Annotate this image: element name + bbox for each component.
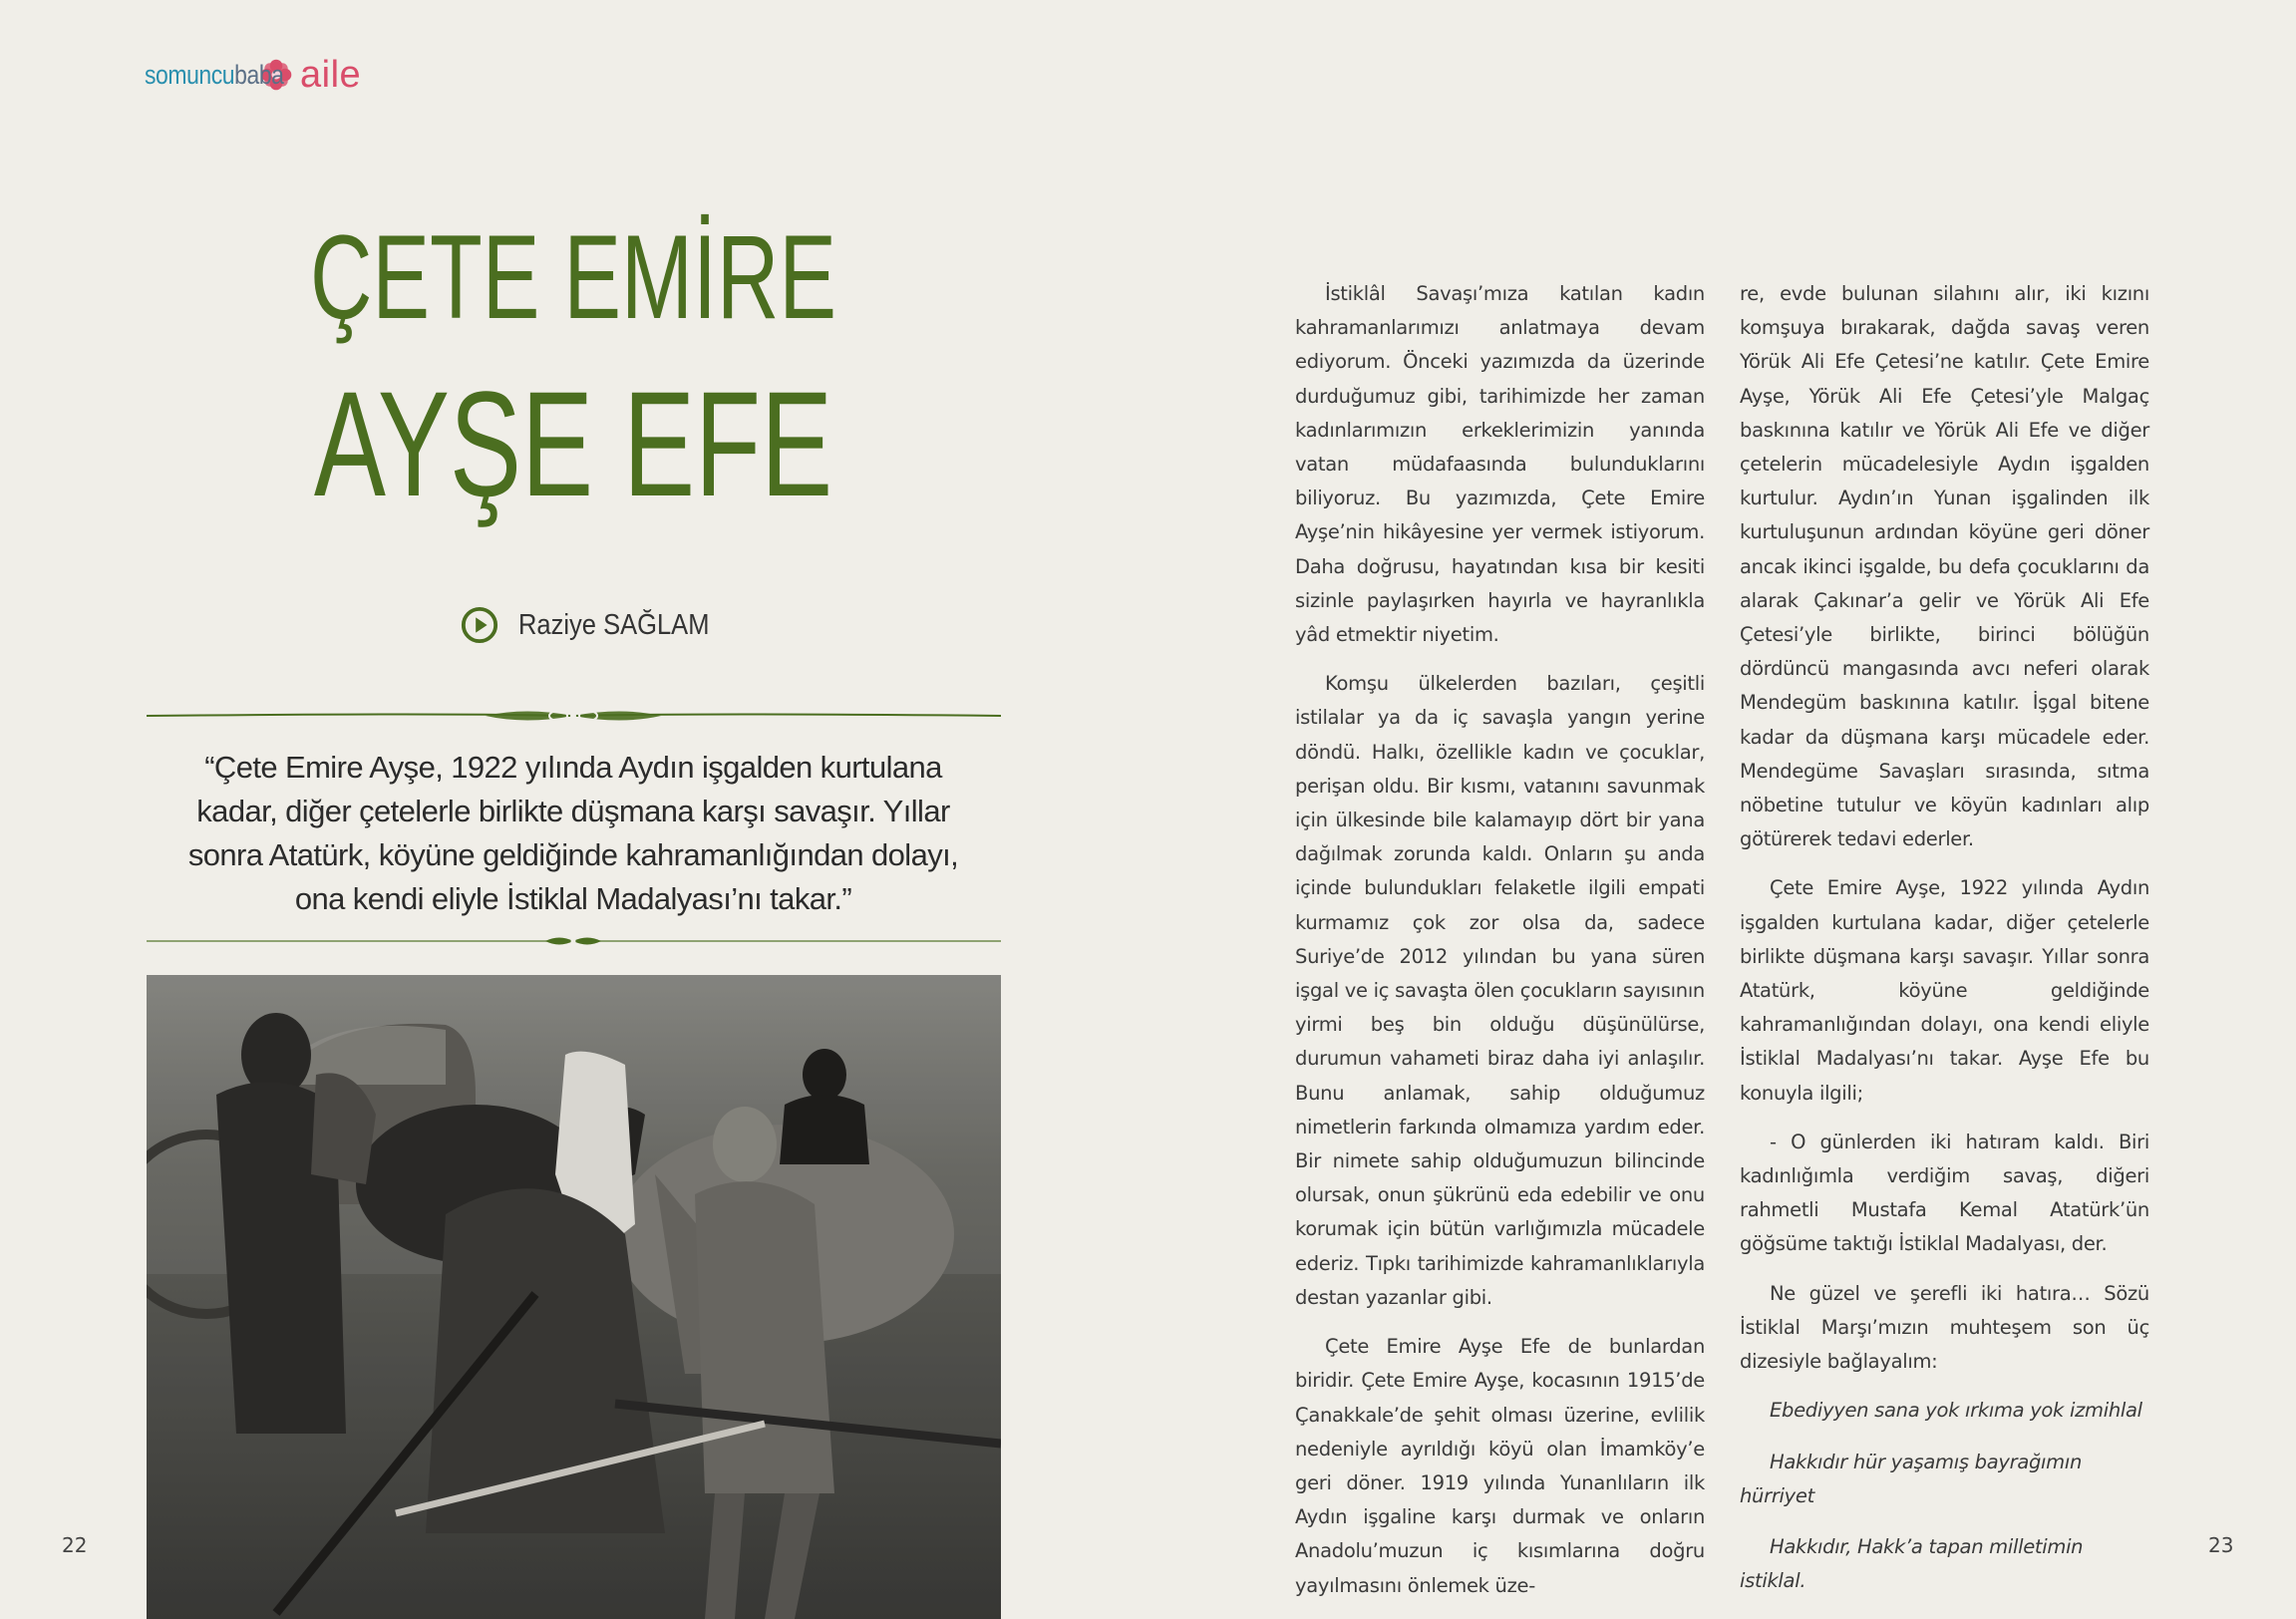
poem-line: Hakkıdır, Hakk’a tapan milletimin istiklal. xyxy=(1740,1534,2084,1593)
article-title-line1: ÇETE EMİRE xyxy=(309,210,837,344)
paragraph: İstiklâl Savaşı’mıza katılan kadın kahramanlarımızı anlatmaya devam ediyorum. Önceki yazımızda da üzerinde durduğumuz gibi, tarihimizde her zaman kadınlarımızın erkeklerimizin yanında vatan müdafaasında bulunduklarını biliyoruz. Bu yazımızda, Çete Emire Ayşe’nin hikâyesine yer vermek istiyorum. Daha doğrusu, hayatından kısa bir kesiti sizinle paylaşırken hayırla ve hayranlıkla yâd etmektir niyetim. xyxy=(1295,282,1705,647)
play-circle-icon xyxy=(461,606,498,644)
paragraph: Çete Emire Ayşe Efe de bunlardan biridir. Çete Emire Ayşe, kocasının 1915’de Çanakkale’de şehit olması üzerine, evlilik nedeniyle ayrıldığı köyü olan İmamköy’e geri döner. 1919 yılında Yunanlıların ilk Aydın işgaline karşı durmak ve onların Anadolu’muzun iç kısımlarına doğru yayılmasını önlemek üze- xyxy=(1295,1335,1705,1597)
poem-line: Ebediyyen sana yok ırkıma yok izmihlal xyxy=(1770,1399,2142,1423)
article-title-line2: AYŞE EFE xyxy=(313,360,833,527)
magazine-logo xyxy=(145,52,361,98)
logo-text-aile: aile xyxy=(300,53,362,96)
page-number-left: 22 xyxy=(62,1533,88,1557)
historical-photo xyxy=(147,975,1001,1619)
logo-text-somuncubaba: somuncubaba xyxy=(145,59,284,90)
paragraph: - O günlerden iki hatıram kaldı. Biri kadınlığımla verdiğim savaş, diğeri rahmetli Mustafa Kemal Atatürk’ün göğsüme taktığı İstiklal Madalyası, der. xyxy=(1740,1130,2149,1256)
ornament-divider-top xyxy=(147,706,1001,726)
poem-line: Hakkıdır hür yaşamış bayrağımın hürriyet xyxy=(1740,1450,2083,1507)
author-byline xyxy=(461,603,736,647)
ornament-divider-bottom xyxy=(147,931,1001,951)
article-column-2 xyxy=(1740,277,2149,1615)
paragraph: Komşu ülkelerden bazıları, çeşitli istilalar ya da iç savaşla yangın yerine döndü. Halkı, özellikle kadın ve çocuklar, perişan oldu. Bir kısmı, vatanını savunmak için ülkesinde bile kalamayıp dört bir yana dağılmak zorunda kaldı. Onların şu anda içinde bulundukları felaketle ilgili empati kurmamız çok zor olsa da, sadece Suriye’de 2012 yılından bu yana süren işgal ve iç savaşta ölen çocukların sayısının yirmi beş bin olduğu düşünülürse, durumun vahameti biraz daha iyi anlaşılır. Bunu anlamak, sahip olduğumuz nimetlerin farkında olmamıza yardım eder. Bir nimete sahip olduğumuzun bilincinde olursak, onun şükrünü eda edebilir ve onu korumak için bütün varlığımızla mücadele ederiz. Tıpkı tarihimizde kahramanlıklarıyla destan yazanlar gibi. xyxy=(1295,672,1705,1309)
paragraph: Ne güzel ve şerefli iki hatıra… Sözü İstiklal Marşı’mızın muhteşem son üç dizesiyle bağlayalım: xyxy=(1740,1281,2149,1374)
article-column-1 xyxy=(1295,277,1705,1618)
paragraph: Çete Emire Ayşe, 1922 yılında Aydın işgalden kurtulana kadar, diğer çetelerle birlikte düşmana karşı savaşır. Yıllar sonra Atatürk, köyüne geldiğinde kahramanlığından dolayı, ona kendi eliyle İstiklal Madalyası’nı takar. Ayşe Efe bu konuyla ilgili; xyxy=(1740,876,2149,1105)
pull-quote: “Çete Emire Ayşe, 1922 yılında Aydın işgalden kurtulana kadar, diğer çetelerle birlikte düşmana karşı savaşır. Yıllar sonra Atatürk, köyüne geldiğinde kahramanlığından dolayı, ona kendi eliyle İstiklal Madalyası’nı takar.” xyxy=(187,750,959,916)
paragraph: re, evde bulunan silahını alır, iki kızını komşuya bırakarak, dağda savaş veren Yörük Ali Efe Çetesi’ne katılır. Çete Emire Ayşe, Yörük Ali Efe Çetesi’yle Malgaç baskınına katılır ve Yörük Ali Efe ve diğer çetelerin mücadelesiyle Aydın işgalden kurtulur. Aydın’ın Yunan işgalinden ilk kurtuluşunun ardından köyüne geri döner ancak ikinci işgalde, bu defa çocuklarını da alarak Çakınar’a gelir ve Yörük Ali Efe Çetesi’yle birlikte, birinci bölüğün dördüncü mangasında avcı neferi olarak Mendegüm baskınına katılır. İşgal bitene kadar da düşmana karşı mücadele eder. Mendegüme Savaşları sırasında, sıtma nöbetine tutulur ve köyün kadınları alıp götürerek tedavi ederler. xyxy=(1740,282,2149,851)
page-number-right: 23 xyxy=(2208,1533,2234,1557)
author-name: Raziye SAĞLAM xyxy=(518,608,710,641)
